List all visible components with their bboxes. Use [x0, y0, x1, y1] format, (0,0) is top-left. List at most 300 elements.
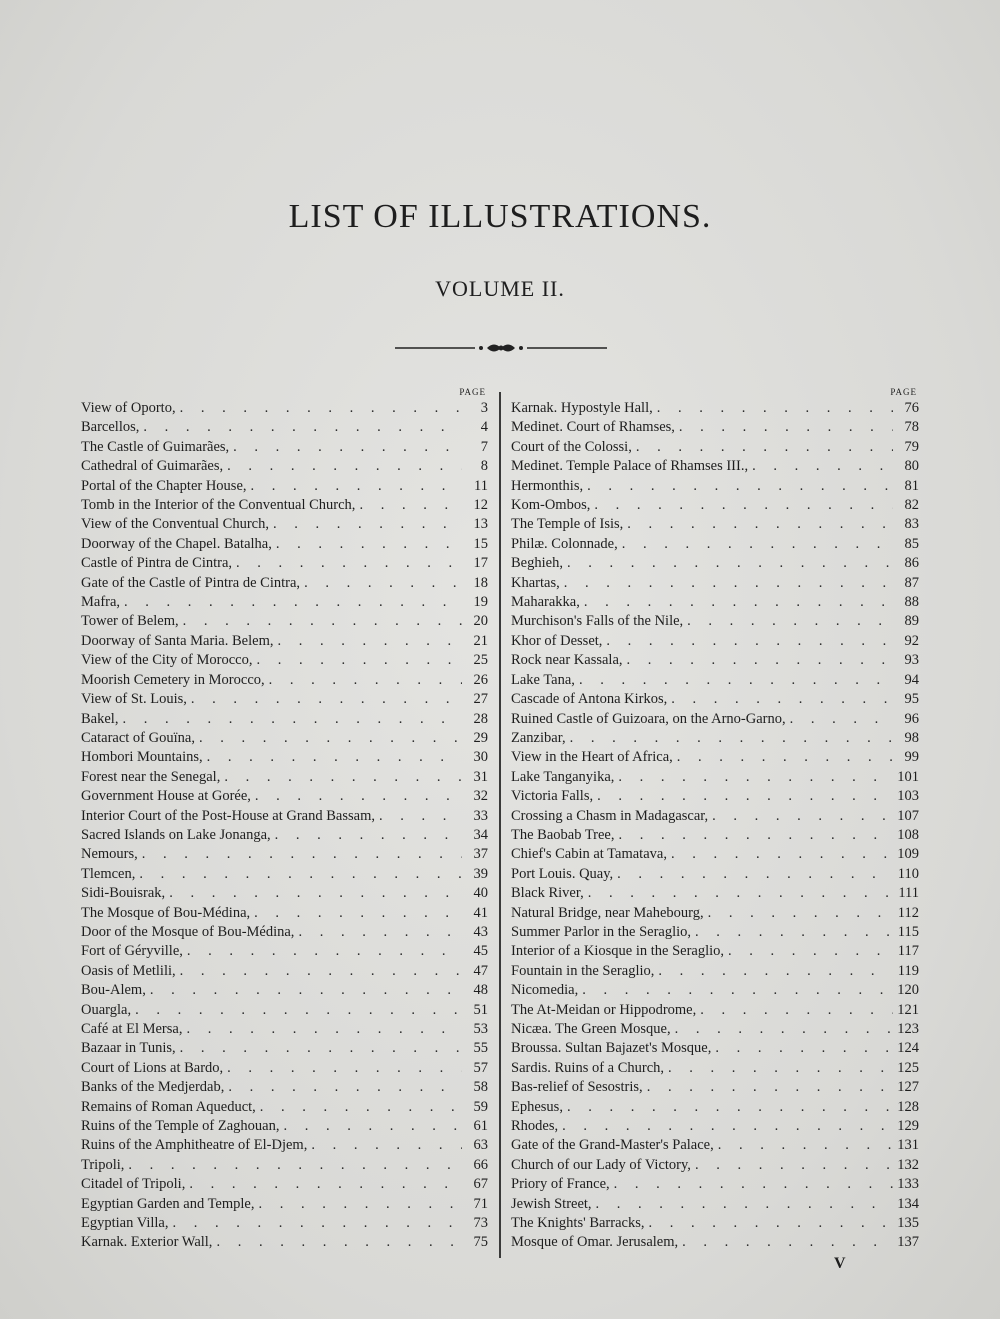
list-item	[511, 612, 919, 631]
page-number: 134	[897, 1195, 919, 1212]
dot-leader	[627, 651, 893, 670]
list-item	[511, 574, 919, 593]
illustration-title: The Baobab Tree,	[511, 826, 615, 843]
dot-leader	[627, 515, 893, 534]
page-number: 73	[473, 1215, 488, 1232]
illustration-title: Natural Bridge, near Mahebourg,	[511, 904, 704, 921]
list-item	[81, 748, 488, 767]
illustration-title: Gate of the Grand-Master's Palace,	[511, 1137, 714, 1154]
page-number: 58	[473, 1079, 488, 1096]
page-number: 21	[473, 632, 488, 649]
list-item	[511, 729, 919, 748]
list-item	[511, 477, 919, 496]
page-number: 99	[904, 749, 919, 766]
dot-leader	[584, 593, 893, 612]
list-item	[511, 690, 919, 709]
page-number: 27	[473, 691, 488, 708]
dot-leader	[619, 826, 894, 845]
list-item	[511, 942, 919, 961]
page-title: LIST OF ILLUSTRATIONS.	[288, 198, 712, 235]
illustration-title: Remains of Roman Aqueduct,	[81, 1098, 256, 1115]
list-item	[81, 768, 488, 787]
page-number: 119	[897, 962, 919, 979]
dot-leader	[251, 477, 462, 496]
page-number: 103	[897, 788, 919, 805]
illustration-title: Philæ. Colonnade,	[511, 535, 618, 552]
illustration-title: Summer Parlor in the Seraglio,	[511, 923, 692, 940]
list-item	[511, 1039, 919, 1058]
page-number: 31	[473, 768, 488, 785]
page-number: 32	[473, 788, 488, 805]
illustration-title: Forest near the Senegal,	[81, 768, 221, 785]
page-number: 96	[904, 710, 919, 727]
dot-leader	[695, 923, 893, 942]
page-number: 28	[473, 710, 488, 727]
illustration-title: Ephesus,	[511, 1098, 563, 1115]
list-item	[511, 671, 919, 690]
list-item	[81, 477, 488, 496]
page-number: 51	[473, 1001, 488, 1018]
dot-leader	[562, 1117, 893, 1136]
list-item	[81, 1233, 488, 1252]
dot-leader	[128, 1156, 462, 1175]
list-item	[511, 1078, 919, 1097]
dot-leader	[199, 729, 462, 748]
page-number: 132	[897, 1156, 919, 1173]
page-number: 85	[904, 535, 919, 552]
list-item	[81, 1059, 488, 1078]
illustration-title: Cascade of Antona Kirkos,	[511, 691, 668, 708]
dot-leader	[570, 729, 893, 748]
page-number: 76	[904, 400, 919, 416]
page-number: 81	[904, 477, 919, 494]
dot-leader	[304, 574, 462, 593]
illustration-title: Nicæa. The Green Mosque,	[511, 1021, 671, 1037]
list-item	[511, 1175, 919, 1194]
list-item	[81, 1098, 488, 1117]
page-number: 61	[473, 1118, 488, 1135]
dot-leader	[379, 807, 462, 826]
illustration-title: Karnak. Exterior Wall,	[81, 1234, 213, 1251]
page-number: 29	[473, 729, 488, 746]
page-number: 13	[473, 516, 488, 533]
dot-leader	[359, 496, 462, 515]
page-number: 45	[473, 943, 488, 960]
list-item	[81, 1001, 488, 1020]
list-item	[81, 923, 488, 942]
page-number: 115	[897, 923, 919, 940]
dot-leader	[752, 457, 893, 476]
dot-leader	[636, 438, 893, 457]
list-item	[511, 981, 919, 1000]
illustration-title: Mafra,	[81, 594, 121, 611]
illustration-title: Bas-relief of Sesostris,	[511, 1079, 643, 1096]
page-folio: V	[834, 1255, 846, 1272]
illustration-title: Tripoli,	[81, 1156, 125, 1173]
dot-leader	[283, 1117, 462, 1136]
page-number: 78	[904, 419, 919, 436]
page-number: 3	[480, 400, 488, 416]
illustration-title: The Mosque of Bou-Médina,	[81, 904, 251, 921]
dot-leader	[228, 1078, 462, 1097]
column-divider	[499, 392, 501, 1258]
dot-leader	[135, 1001, 462, 1020]
page-number: 59	[473, 1098, 488, 1115]
dot-leader	[671, 845, 893, 864]
dot-leader	[275, 826, 462, 845]
illustration-title: View of St. Louis,	[81, 691, 187, 708]
illustration-title: Court of Lions at Bardo,	[81, 1059, 224, 1076]
dot-leader	[790, 710, 893, 729]
list-item	[81, 574, 488, 593]
dot-leader	[682, 1233, 893, 1252]
dot-leader	[675, 1020, 893, 1039]
dot-leader	[648, 1214, 893, 1233]
illustration-title: Hombori Mountains,	[81, 749, 203, 766]
illustration-title: Medinet. Court of Rhamses,	[511, 419, 675, 436]
illustration-list-right	[511, 399, 919, 1253]
list-item	[511, 923, 919, 942]
list-item	[511, 865, 919, 884]
illustration-title: Citadel of Tripoli,	[81, 1176, 186, 1193]
page-number: 71	[473, 1195, 488, 1212]
right-column	[511, 386, 919, 1253]
page-number: 94	[904, 671, 919, 688]
dot-leader	[143, 418, 462, 437]
illustration-title: Bou-Alem,	[81, 982, 146, 999]
page-number: 30	[473, 749, 488, 766]
list-item	[81, 710, 488, 729]
list-item	[511, 535, 919, 554]
dot-leader	[269, 671, 462, 690]
illustration-title: Crossing a Chasm in Madagascar,	[511, 807, 709, 824]
page-number: 131	[897, 1137, 919, 1154]
dot-leader	[258, 1195, 462, 1214]
page-number: 109	[897, 846, 919, 863]
dot-leader	[124, 593, 462, 612]
dot-leader	[596, 1195, 893, 1214]
list-item	[81, 612, 488, 631]
page-number: 123	[897, 1021, 919, 1037]
page-number: 83	[904, 516, 919, 533]
illustration-title: Portal of the Chapter House,	[81, 477, 247, 494]
list-item	[81, 690, 488, 709]
dot-leader	[233, 438, 462, 457]
page-number: 8	[480, 458, 488, 475]
page-number: 33	[473, 807, 488, 824]
dot-leader	[256, 651, 462, 670]
page-number: 48	[473, 982, 488, 999]
list-item	[511, 710, 919, 729]
page-number: 17	[473, 555, 488, 572]
dot-leader	[594, 496, 893, 515]
list-item	[511, 1156, 919, 1175]
illustration-title: Kom-Ombos,	[511, 497, 591, 514]
illustration-title: Ruins of the Amphitheatre of El-Djem,	[81, 1137, 308, 1154]
illustration-title: Castle of Pintra de Cintra,	[81, 555, 233, 572]
illustration-list-left	[81, 399, 488, 1253]
page-number: 18	[473, 574, 488, 591]
dot-leader	[207, 748, 462, 767]
list-item	[81, 651, 488, 670]
list-item	[511, 1136, 919, 1155]
list-item	[81, 632, 488, 651]
illustration-title: Priory of France,	[511, 1176, 610, 1193]
list-item	[81, 729, 488, 748]
page-number: 7	[480, 438, 488, 455]
page-number: 137	[897, 1234, 919, 1251]
dot-leader	[668, 1059, 893, 1078]
page-number: 19	[473, 594, 488, 611]
illustration-title: Karnak. Hypostyle Hall,	[511, 400, 653, 416]
list-item	[81, 671, 488, 690]
illustration-title: Government House at Gorée,	[81, 788, 251, 805]
illustration-title: Hermonthis,	[511, 477, 584, 494]
illustration-title: Doorway of the Chapel. Batalha,	[81, 535, 272, 552]
dot-leader	[700, 1001, 893, 1020]
page-number: 127	[897, 1079, 919, 1096]
page-number: 95	[904, 691, 919, 708]
page-number: 129	[897, 1118, 919, 1135]
page-number: 47	[473, 962, 488, 979]
list-item	[511, 1195, 919, 1214]
list-item	[511, 1117, 919, 1136]
dot-leader	[191, 690, 462, 709]
dot-leader	[597, 787, 893, 806]
illustration-title: Nicomedia,	[511, 982, 579, 999]
dot-leader	[227, 457, 462, 476]
illustration-title: Door of the Mosque of Bou-Médina,	[81, 923, 295, 940]
page-number: 111	[898, 885, 919, 902]
dot-leader	[695, 1156, 893, 1175]
illustration-title: Tomb in the Interior of the Conventual Church,	[81, 497, 356, 514]
list-item	[81, 1078, 488, 1097]
page-number: 4	[480, 419, 488, 436]
list-item	[511, 1001, 919, 1020]
dot-leader	[564, 574, 893, 593]
list-item	[511, 438, 919, 457]
page-number: 87	[904, 574, 919, 591]
page-number: 117	[897, 943, 919, 960]
illustration-title: View of the Conventual Church,	[81, 516, 269, 533]
dot-leader	[614, 1175, 893, 1194]
left-column	[81, 386, 488, 1253]
dot-leader	[224, 768, 462, 787]
list-item	[511, 845, 919, 864]
dot-leader	[139, 865, 462, 884]
list-item	[511, 807, 919, 826]
page-number: 79	[904, 438, 919, 455]
list-item	[81, 845, 488, 864]
illustration-title: Barcellos,	[81, 419, 140, 436]
dot-leader	[189, 1175, 462, 1194]
illustration-title: Lake Tana,	[511, 671, 575, 688]
dot-leader	[657, 399, 893, 418]
illustration-title: View of Oporto,	[81, 400, 176, 416]
list-item	[81, 865, 488, 884]
page-number: 25	[473, 652, 488, 669]
page-number: 12	[473, 497, 488, 514]
dot-leader	[687, 612, 893, 631]
dot-leader	[567, 554, 893, 573]
page-number: 86	[904, 555, 919, 572]
illustration-title: Bazaar in Tunis,	[81, 1040, 176, 1057]
dot-leader	[227, 1059, 462, 1078]
dot-leader	[142, 845, 462, 864]
list-item	[81, 535, 488, 554]
list-item	[511, 457, 919, 476]
page-number: 63	[473, 1137, 488, 1154]
dot-leader	[715, 1039, 893, 1058]
list-item	[511, 515, 919, 534]
illustration-title: Café at El Mersa,	[81, 1021, 183, 1037]
dot-leader	[718, 1136, 893, 1155]
illustration-title: Bakel,	[81, 710, 119, 727]
dot-leader	[183, 612, 462, 631]
dot-leader	[582, 981, 893, 1000]
list-item	[511, 884, 919, 903]
page-number: 20	[473, 613, 488, 630]
list-item	[81, 942, 488, 961]
list-item	[81, 457, 488, 476]
illustration-title: Black River,	[511, 885, 584, 902]
page-number: 128	[897, 1098, 919, 1115]
list-item	[81, 496, 488, 515]
dot-leader	[708, 904, 893, 923]
dot-leader	[216, 1233, 462, 1252]
list-item	[511, 632, 919, 651]
page-number: 11	[474, 477, 488, 494]
illustration-title: Cataract of Gouïna,	[81, 729, 195, 746]
list-item	[81, 1175, 488, 1194]
list-item	[81, 826, 488, 845]
illustration-title: Church of our Lady of Victory,	[511, 1156, 691, 1173]
illustration-title: Tlemcen,	[81, 865, 136, 882]
dot-leader	[658, 962, 893, 981]
dot-leader	[180, 399, 462, 418]
dot-leader	[260, 1098, 462, 1117]
list-item	[81, 438, 488, 457]
list-item	[81, 399, 488, 418]
dot-leader	[712, 807, 893, 826]
list-item	[81, 1214, 488, 1233]
illustration-title: Mosque of Omar. Jerusalem,	[511, 1234, 679, 1251]
illustration-title: Zanzibar,	[511, 729, 566, 746]
dot-leader	[567, 1098, 893, 1117]
dot-leader	[186, 1020, 462, 1039]
illustration-title: The Castle of Guimarães,	[81, 438, 230, 455]
page-number: 98	[904, 729, 919, 746]
page-number: 34	[473, 826, 488, 843]
page-number: 40	[473, 885, 488, 902]
illustration-title: Port Louis. Quay,	[511, 865, 614, 882]
page-number: 55	[473, 1040, 488, 1057]
illustration-title: Chief's Cabin at Tamatava,	[511, 846, 667, 863]
page-number: 75	[473, 1234, 488, 1251]
page-number: 93	[904, 652, 919, 669]
illustration-title: Moorish Cemetery in Morocco,	[81, 671, 265, 688]
illustration-title: Rhodes,	[511, 1118, 559, 1135]
list-item	[81, 515, 488, 534]
dot-leader	[606, 632, 893, 651]
list-item	[511, 554, 919, 573]
illustration-title: Sardis. Ruins of a Church,	[511, 1059, 665, 1076]
dot-leader	[180, 1039, 462, 1058]
page-number: 43	[473, 923, 488, 940]
illustration-title: Gate of the Castle of Pintra de Cintra,	[81, 574, 301, 591]
dot-leader	[617, 865, 893, 884]
dot-leader	[588, 884, 893, 903]
dot-leader	[728, 942, 893, 961]
illustration-title: Medinet. Temple Palace of Rhamses III.,	[511, 458, 749, 475]
list-item	[511, 418, 919, 437]
illustration-title: View of the City of Morocco,	[81, 652, 253, 669]
list-item	[81, 1039, 488, 1058]
illustration-title: Rock near Kassala,	[511, 652, 623, 669]
page-number: 82	[904, 497, 919, 514]
page-number: 39	[473, 865, 488, 882]
list-item	[511, 1059, 919, 1078]
illustration-title: Court of the Colossi,	[511, 438, 632, 455]
illustration-title: The Knights' Barracks,	[511, 1215, 645, 1232]
page-number: 107	[897, 807, 919, 824]
dot-leader	[587, 477, 893, 496]
illustration-title: Oasis of Metlili,	[81, 962, 176, 979]
list-item	[511, 1233, 919, 1252]
page-number: 135	[897, 1215, 919, 1232]
illustration-title: Egyptian Garden and Temple,	[81, 1195, 255, 1212]
illustration-title: Tower of Belem,	[81, 613, 179, 630]
list-item	[511, 1020, 919, 1039]
illustration-title: Broussa. Sultan Bajazet's Mosque,	[511, 1040, 712, 1057]
list-item	[81, 787, 488, 806]
page-number: 92	[904, 632, 919, 649]
page-number: 120	[897, 982, 919, 999]
list-item	[81, 1020, 488, 1039]
page-column-header: PAGE	[459, 387, 486, 397]
illustration-title: Beghieh,	[511, 555, 563, 572]
illustration-title: Murchison's Falls of the Nile,	[511, 613, 684, 630]
list-item	[511, 399, 919, 418]
illustration-title: Maharakka,	[511, 594, 580, 611]
illustration-title: Sidi-Bouisrak,	[81, 885, 166, 902]
dot-leader	[236, 554, 462, 573]
illustration-title: Fountain in the Seraglio,	[511, 962, 655, 979]
dot-leader	[254, 904, 462, 923]
list-item	[81, 1195, 488, 1214]
illustration-title: Ouargla,	[81, 1001, 132, 1018]
list-item	[81, 904, 488, 923]
dot-leader	[187, 942, 462, 961]
dot-leader	[677, 748, 893, 767]
dot-leader	[255, 787, 462, 806]
list-item	[81, 418, 488, 437]
illustration-title: Interior Court of the Post-House at Grand Bassam,	[81, 807, 375, 824]
illustration-title: Nemours,	[81, 846, 138, 863]
dot-leader	[172, 1214, 462, 1233]
illustration-title: Ruins of the Temple of Zaghouan,	[81, 1118, 280, 1135]
illustration-title: The Temple of Isis,	[511, 516, 624, 533]
illustration-title: Fort of Géryville,	[81, 943, 183, 960]
page-number: 37	[473, 846, 488, 863]
dot-leader	[273, 515, 462, 534]
list-item	[81, 554, 488, 573]
page-number: 133	[897, 1176, 919, 1193]
page-number: 15	[473, 535, 488, 552]
dot-leader	[180, 962, 462, 981]
page-number: 53	[473, 1021, 488, 1037]
illustration-title: Jewish Street,	[511, 1195, 592, 1212]
